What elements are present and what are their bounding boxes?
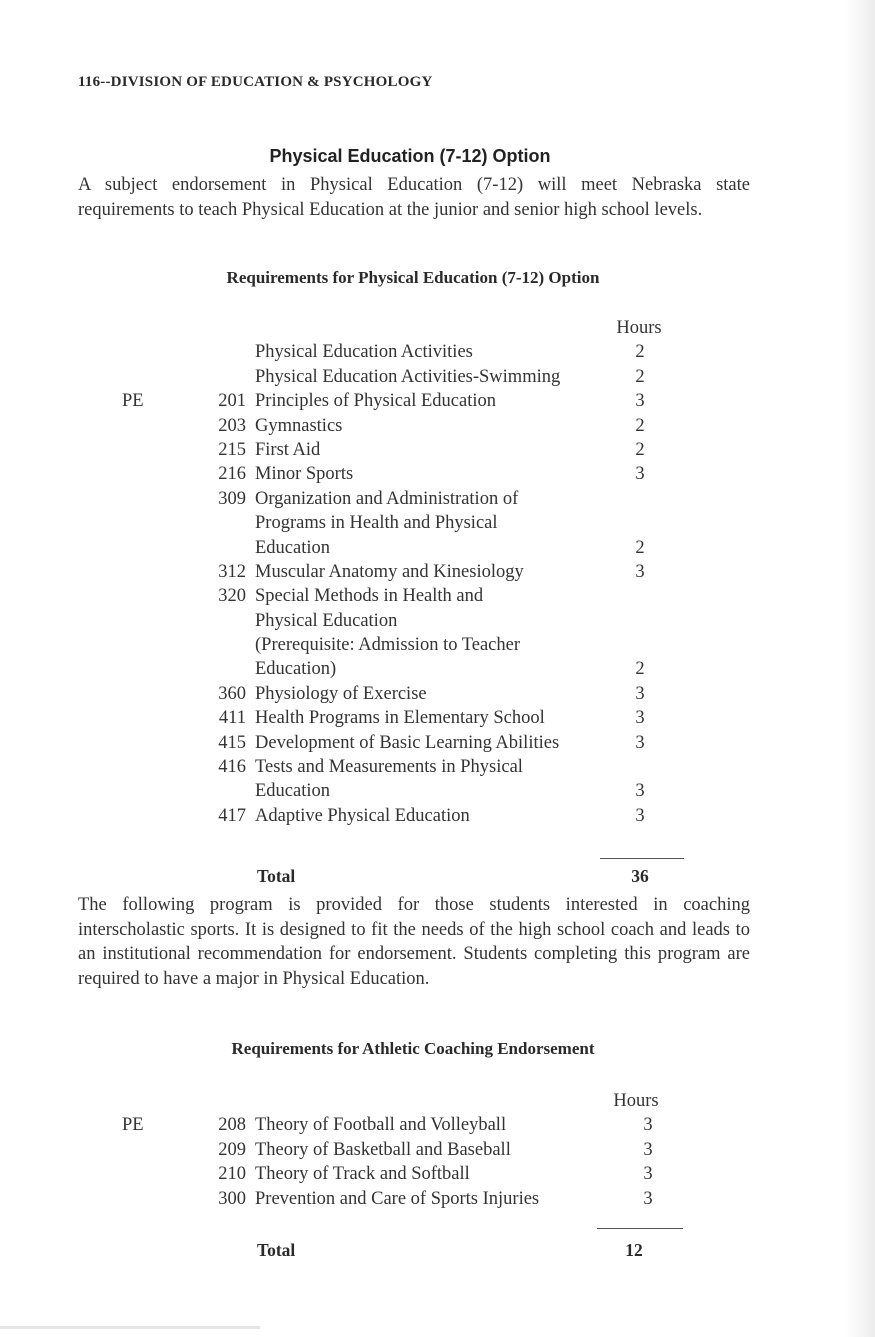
course-number: 416 [218,757,246,778]
course-title: Theory of Track and Softball [255,1164,470,1185]
course-hours: 3 [635,781,645,802]
course-title: Tests and Measurements in Physical [255,757,523,778]
course-number: 201 [218,391,246,412]
course-row [0,560,875,584]
coaching-requirements-heading: Requirements for Athletic Coaching Endorsement [231,1039,595,1058]
hours-column-header: Hours [616,318,662,338]
course-hours: 3 [635,732,645,753]
course-row [0,365,875,389]
course-row [0,633,875,657]
section-title: Physical Education (7-12) Option [269,146,551,166]
course-title: Organization and Administration of [255,488,519,509]
course-title: Theory of Basketball and Baseball [255,1139,511,1160]
course-title: Special Methods in Health and [255,586,484,607]
course-hours: 3 [643,1164,653,1185]
course-hours: 3 [635,683,645,704]
course-title: Physiology of Exercise [255,683,427,704]
course-title: Physical Education [255,610,398,631]
course-row [0,755,875,779]
course-row [0,340,875,364]
course-hours: 2 [635,659,645,680]
course-number: 411 [218,708,246,729]
course-row [0,706,875,730]
course-hours: 3 [635,464,645,485]
course-title: First Aid [255,439,321,460]
course-number: 360 [218,683,246,704]
course-row [0,389,875,413]
total-rule [597,1228,683,1229]
course-number: 209 [218,1139,246,1160]
course-row [0,804,875,828]
course-row [0,1138,875,1162]
pe-total-value: 36 [631,866,649,886]
hours-header-row [0,1089,875,1113]
course-row [0,731,875,755]
course-title: Minor Sports [255,464,354,485]
course-title: Physical Education Activities [255,342,473,363]
course-row [0,438,875,462]
coaching-total-value: 12 [625,1240,643,1260]
pe-requirements-heading: Requirements for Physical Education (7-12) Option [226,268,600,287]
course-number: 320 [218,586,246,607]
total-rule [600,858,684,859]
pe-total-label: Total [257,866,296,886]
course-hours: 3 [635,561,645,582]
course-number: 415 [218,732,246,753]
course-row [0,414,875,438]
course-title: Prevention and Care of Sports Injuries [255,1188,540,1209]
course-hours: 2 [635,415,645,436]
pe-course-table [0,316,875,828]
course-number: 300 [218,1188,246,1209]
course-hours: 2 [635,439,645,460]
course-row [0,609,875,633]
course-hours: 3 [643,1188,653,1209]
course-number: 208 [218,1115,246,1136]
course-title: Physical Education Activities-Swimming [255,366,561,387]
course-row [0,1113,875,1137]
course-title: Principles of Physical Education [255,391,496,412]
course-number: 309 [218,488,246,509]
course-hours: 3 [635,391,645,412]
running-head: 116--DIVISION OF EDUCATION & PSYCHOLOGY [78,74,433,90]
course-title: Health Programs in Elementary School [255,708,545,729]
hours-header-row [0,316,875,340]
course-title: Education [255,537,331,558]
course-row [0,487,875,511]
course-title: Education) [255,659,337,680]
course-row [0,1187,875,1211]
course-hours: 3 [643,1115,653,1136]
course-number: 203 [218,415,246,436]
course-row [0,779,875,803]
course-row [0,1162,875,1186]
coaching-total-label: Total [257,1240,296,1260]
course-title: (Prerequisite: Admission to Teacher [255,635,521,656]
course-number: 215 [218,439,246,460]
course-title: Programs in Health and Physical [255,513,498,534]
course-department: PE [122,391,144,412]
course-number: 312 [218,561,246,582]
coaching-course-table [0,1089,875,1211]
course-title: Development of Basic Learning Abilities [255,732,560,753]
course-number: 417 [218,805,246,826]
course-row [0,682,875,706]
course-hours: 2 [635,342,645,363]
course-row [0,462,875,486]
course-number: 210 [218,1164,246,1185]
course-number: 216 [218,464,246,485]
course-row [0,536,875,560]
course-row [0,657,875,681]
course-hours: 2 [635,366,645,387]
course-title: Muscular Anatomy and Kinesiology [255,561,524,582]
hours-column-header: Hours [613,1091,659,1111]
course-row [0,511,875,535]
course-hours: 3 [635,708,645,729]
course-row [0,584,875,608]
course-title: Adaptive Physical Education [255,805,470,826]
course-hours: 3 [643,1139,653,1160]
scan-artifact-line [0,1326,260,1329]
course-department: PE [122,1115,144,1136]
course-title: Theory of Football and Volleyball [255,1115,507,1136]
coaching-paragraph: The following program is provided for those students interested in coaching interscholastic sports. It is designed to fit the needs of the high school coach and leads to an institutional recommendation for endorsement. Students completing this program are required to have a major in Physical Education. [78,895,750,989]
intro-paragraph: A subject endorsement in Physical Education (7-12) will meet Nebraska state requirements to teach Physical Education at the junior and senior high school levels. [78,175,750,220]
course-hours: 2 [635,537,645,558]
course-title: Gymnastics [255,415,343,436]
course-title: Education [255,781,331,802]
course-hours: 3 [635,805,645,826]
